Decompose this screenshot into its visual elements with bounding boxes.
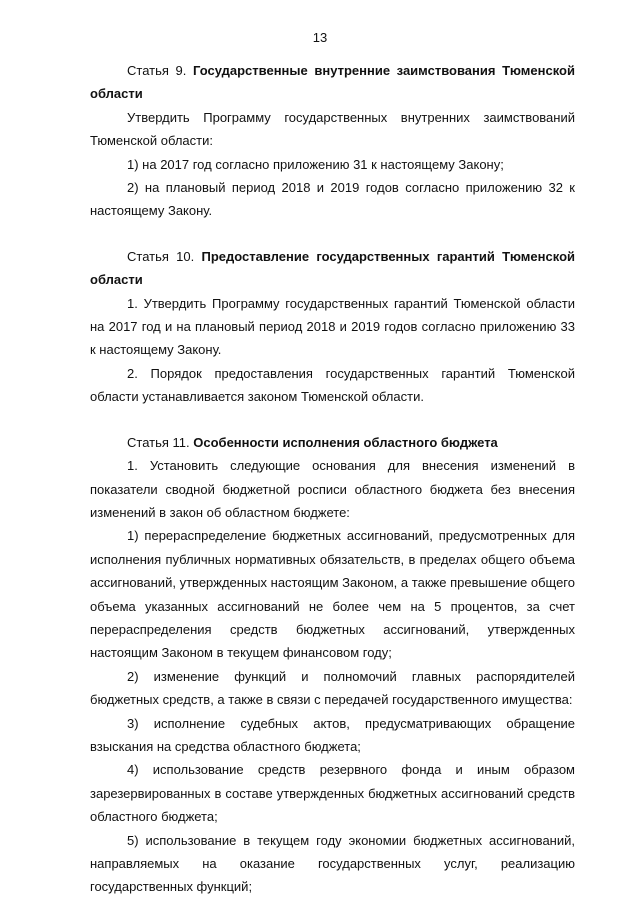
article-heading	[90, 431, 575, 454]
article-label: Статья 10.	[127, 248, 195, 264]
article-label: Статья 9.	[127, 63, 187, 78]
article-10	[90, 245, 575, 409]
paragraph: Утвердить Программу государственных внутренних заимствований Тюменской области:	[90, 109, 575, 149]
paragraph: 2. Порядок предоставления государственных гарантий Тюменской области устанавливается законом Тюменской области.	[90, 365, 575, 405]
article-heading	[90, 59, 575, 106]
paragraph: 3) исполнение судебных актов, предусматривающих обращение взыскания на средства областного бюджета;	[90, 715, 575, 754]
article-label: Статья 11.	[127, 434, 190, 450]
paragraph: 1) перераспределение бюджетных ассигнований, предусмотренных для исполнения публичных нормативных обязательств, в пределах общего объема ассигнований, утвержденных настоящим Законом, а также превышение общего объема указанных ассигнований не более чем на 5 процентов, за счет перераспределения средств бюджетных ассигнований, утвержденных настоящим Законом в текущем финансовом году;	[90, 528, 575, 661]
article-title: Предоставление государственных гарантий Тюменской области	[90, 248, 575, 288]
article-heading	[90, 245, 575, 292]
article-11	[90, 431, 575, 899]
paragraph: 5) использование в текущем году экономии бюджетных ассигнований, направляемых на оказание государственных услуг, реализацию государственных функций;	[90, 832, 575, 895]
paragraph: 2) изменение функций и полномочий главных распорядителей бюджетных средств, а также в связи с передачей государственного имущества:	[90, 668, 575, 708]
paragraph: 1. Утвердить Программу государственных гарантий Тюменской области на 2017 год и на плановый период 2018 и 2019 годов согласно приложению 33 к настоящему Закону.	[90, 295, 575, 358]
article-title: Особенности исполнения областного бюджета	[193, 434, 498, 450]
paragraph: 4) использование средств резервного фонда и иным образом зарезервированных в составе утвержденных бюджетных ассигнований средств областного бюджета;	[90, 762, 575, 825]
document-body	[90, 59, 575, 899]
page-number: 13	[312, 30, 328, 45]
paragraph: 2) на плановый период 2018 и 2019 годов согласно приложению 32 к настоящему Закону.	[90, 180, 575, 219]
paragraph: 1) на 2017 год согласно приложению 31 к настоящему Закону;	[127, 156, 504, 172]
paragraph: 1. Установить следующие основания для внесения изменений в показатели сводной бюджетной росписи областного бюджета без внесения изменений в закон об областном бюджете:	[90, 458, 575, 520]
article-title: Государственные внутренние заимствования Тюменской области	[90, 63, 575, 102]
article-9	[90, 59, 575, 223]
